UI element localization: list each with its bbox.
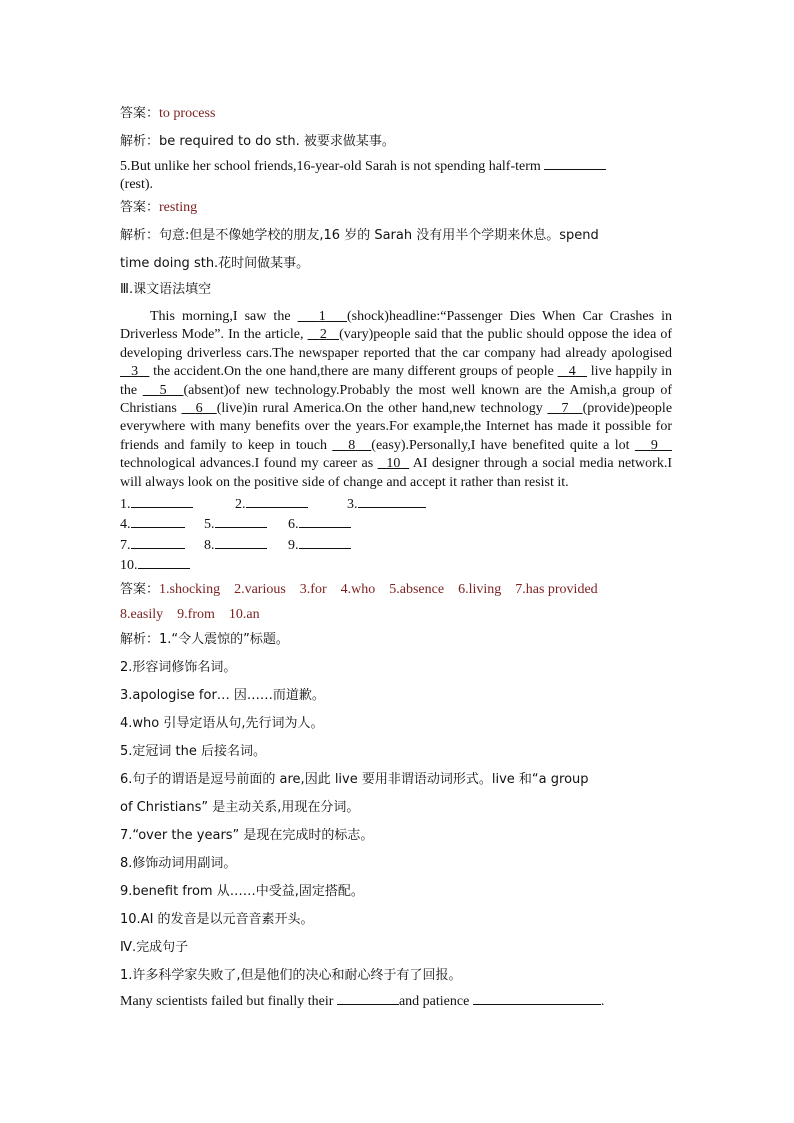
answer-blank-4[interactable] — [131, 514, 185, 528]
answer-label: 答案： — [120, 200, 160, 215]
cloze-passage — [120, 308, 672, 492]
q5-explanation-cont — [120, 250, 672, 278]
passage-text: (vary)people said that the public should oppose the idea of developing driverless cars.The newspaper reported that the car company had already apologised — [120, 327, 673, 361]
answer-item: 9.from — [177, 606, 215, 622]
answer-text: to process — [159, 106, 216, 121]
s4-q1-blank-1[interactable] — [337, 991, 399, 1005]
answer-label: 答案： — [120, 581, 160, 597]
answer-blanks-row-3 — [120, 535, 672, 555]
section-4-title: Ⅳ.完成句子 — [120, 939, 189, 955]
answer-blanks-row-4 — [120, 555, 672, 575]
blank-number-4: 4. — [120, 517, 131, 533]
blank-number-10: 10. — [120, 558, 138, 574]
explanation-item: 5.定冠词 the 后接名词。 — [120, 743, 267, 759]
answer-item: 8.easily — [120, 606, 164, 622]
answer-item: 2.various — [234, 581, 286, 597]
blank-3[interactable]: 3 — [131, 364, 139, 380]
blank-5[interactable]: 5 — [159, 382, 167, 398]
answer-item: 3.for — [299, 581, 327, 597]
blank-number-2: 2. — [235, 497, 246, 513]
section-3-answer — [120, 576, 672, 604]
blank-1[interactable]: 1 — [318, 309, 326, 324]
explanation-item: 6.句子的谓语是逗号前面的 are,因此 live 要用非谓语动词形式。live 和“a group — [120, 771, 589, 787]
explanation-label: 解析： — [120, 134, 160, 149]
answer-blanks — [120, 494, 672, 576]
blank-7[interactable]: 7 — [561, 401, 569, 417]
blank-4[interactable]: 4 — [568, 364, 576, 380]
passage-text: the accident.On the one hand,there are many different groups of people — [153, 364, 554, 380]
answer-item: 1.shocking — [159, 581, 221, 597]
answer-blank-10[interactable] — [138, 555, 190, 569]
answer-item: 4.who — [340, 581, 376, 597]
document-content — [120, 100, 672, 1014]
passage-text: (shock)headline:“Passenger Dies When Car Crashes in Driverless Mode”. In the article, — [120, 309, 673, 343]
s4-question-1-zh: 1.许多科学家失败了,但是他们的决心和耐心终于有了回报。 — [120, 967, 462, 983]
answer-label: 答案： — [120, 106, 160, 121]
explanation-text: be required to do sth. 被要求做某事。 — [159, 134, 395, 149]
q5-text: 5.But unlike her school friends,16-year-old Sarah is not spending half-term — [120, 159, 541, 174]
explanation-item: 4.who 引导定语从句,先行词为人。 — [120, 715, 324, 731]
answer-blank-3[interactable] — [358, 494, 426, 508]
blank-8[interactable]: 8 — [348, 437, 356, 453]
passage-text: (provide)people everywhere with many benefits over the years.For example,the Internet has made it possible for friends and family to keep in touch — [120, 401, 673, 453]
answer-blanks-row-2 — [120, 514, 672, 534]
answer-item: 10.an — [228, 606, 260, 622]
explanation-item: 2.形容词修饰名词。 — [120, 659, 237, 675]
q4-explanation — [120, 128, 672, 156]
sentence-part: and patience — [398, 993, 470, 1009]
answer-blank-7[interactable] — [131, 535, 185, 549]
blank-number-6: 6. — [288, 517, 299, 533]
explanation-item: 7.“over the years” 是现在完成时的标志。 — [120, 827, 374, 843]
blank-number-7: 7. — [120, 537, 131, 553]
passage-text: (easy).Personally,I have benefited quite a lot — [371, 437, 630, 453]
section-3-answer-cont — [120, 604, 672, 626]
explanation-label: 解析： — [120, 228, 160, 243]
blank-9[interactable]: 9 — [650, 437, 658, 453]
passage-text: (live)in rural America.On the other hand,new technology — [216, 401, 543, 417]
answer-blank-6[interactable] — [299, 514, 351, 528]
q5-prompt — [120, 156, 672, 194]
explanation-item: 10.AI 的发音是以元音音素开头。 — [120, 911, 314, 927]
explanation-label: 解析： — [120, 631, 160, 647]
q5-blank[interactable] — [544, 156, 606, 170]
explanation-item: 1.“令人震惊的”标题。 — [159, 631, 289, 647]
answer-item: 6.living — [458, 581, 502, 597]
answer-blank-5[interactable] — [215, 514, 267, 528]
passage-text: live happily in the — [120, 364, 673, 398]
explanation-item: of Christians” 是主动关系,用现在分词。 — [120, 799, 360, 815]
q4-answer — [120, 100, 672, 128]
explanation-item: 8.修饰动词用副词。 — [120, 855, 237, 871]
answer-item: 7.has provided — [515, 581, 598, 597]
blank-6[interactable]: 6 — [195, 401, 203, 417]
answer-blank-2[interactable] — [246, 494, 308, 508]
blank-2[interactable]: 2 — [319, 327, 327, 343]
blank-10[interactable]: 10 — [386, 456, 401, 472]
answer-blank-9[interactable] — [299, 535, 351, 549]
answer-text: resting — [159, 200, 198, 215]
q5-explanation — [120, 222, 672, 250]
blank-number-1: 1. — [120, 497, 131, 513]
passage-text: (absent)of new technology.Probably the most well known are the Amish,a group of Christians — [120, 382, 673, 417]
answer-item: 5.absence — [389, 581, 445, 597]
answer-blank-8[interactable] — [215, 535, 267, 549]
blank-number-3: 3. — [347, 497, 358, 513]
section-3-explanation — [120, 626, 672, 654]
blank-number-5: 5. — [204, 517, 215, 533]
s4-q1-blank-2[interactable] — [473, 991, 601, 1005]
q5-answer — [120, 194, 672, 222]
answer-blank-1[interactable] — [131, 494, 193, 508]
answer-blanks-row-1 — [120, 494, 672, 514]
passage-text: AI designer through a social media network.I will always look on the positive side of change and accept it rather than resist it. — [120, 456, 672, 490]
sentence-end: . — [600, 993, 605, 1009]
explanation-text: 句意:但是不像她学校的朋友,16 岁的 Sarah 没有用半个学期来休息。spend — [159, 228, 599, 243]
blank-number-9: 9. — [288, 537, 299, 553]
explanation-item: 3.apologise for… 因……而道歉。 — [120, 687, 325, 703]
q5-hint: (rest). — [120, 177, 154, 192]
s4-question-1-en — [120, 990, 672, 1014]
blank-number-8: 8. — [204, 537, 215, 553]
passage-text: technological advances.I found my career as — [120, 456, 374, 472]
passage-text: This morning,I saw the — [150, 309, 291, 324]
explanation-item: 9.benefit from 从……中受益,固定搭配。 — [120, 883, 364, 899]
sentence-part: Many scientists failed but finally their — [120, 993, 334, 1009]
explanation-text-cont: time doing sth.花时间做某事。 — [120, 256, 310, 271]
section-3-title: Ⅲ.课文语法填空 — [120, 282, 212, 297]
